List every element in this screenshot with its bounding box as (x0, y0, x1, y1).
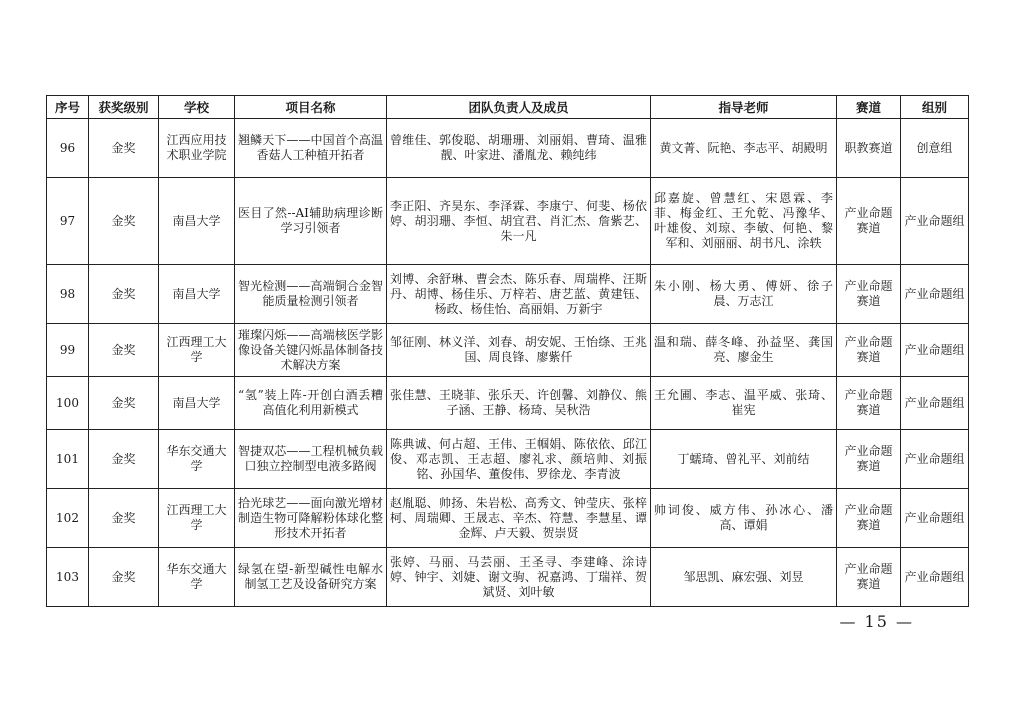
cell-team: 张佳慧、王晓菲、张乐天、许创馨、刘静仪、熊子涵、王静、杨琦、吴秋浩 (387, 377, 651, 430)
cell-advisors: 朱小刚、杨大勇、傅妍、徐子晨、万志江 (651, 265, 837, 324)
cell-advisors: 王允圃、李志、温平威、张琦、崔宪 (651, 377, 837, 430)
table-row (47, 548, 969, 607)
cell-no: 96 (47, 119, 89, 178)
cell-team: 刘博、余舒琳、曹会杰、陈乐春、周瑞桦、汪斯丹、胡博、杨佳乐、万梓若、唐艺蓝、黄建钰、杨政、杨佳怡、高丽娟、万新宇 (387, 265, 651, 324)
table-row (47, 489, 969, 548)
cell-level: 金奖 (89, 119, 159, 178)
cell-group: 产业命题组 (901, 430, 969, 489)
cell-project: 翘鳞天下——中国首个高温香菇人工种植开拓者 (235, 119, 387, 178)
cell-school: 华东交通大学 (159, 548, 235, 607)
header-track: 赛道 (837, 96, 901, 119)
cell-track: 产业命题赛道 (837, 324, 901, 377)
cell-level: 金奖 (89, 178, 159, 265)
cell-advisors: 邹思凯、麻宏强、刘昱 (651, 548, 837, 607)
cell-level: 金奖 (89, 265, 159, 324)
cell-advisors: 邱嘉旋、曾慧红、宋恩霖、李菲、梅金红、王允乾、冯豫华、叶雄俊、刘琼、李敏、何艳、黎军和、刘丽丽、胡书凡、涂轶 (651, 178, 837, 265)
cell-team: 张婷、马丽、马芸丽、王圣寻、李建峰、涂诗婷、钟宇、刘婕、谢文驹、祝嘉鸿、丁瑞祥、贺斌贤、刘叶敏 (387, 548, 651, 607)
awards-table (46, 95, 969, 607)
table-header-row (47, 96, 969, 119)
cell-level: 金奖 (89, 324, 159, 377)
cell-school: 南昌大学 (159, 377, 235, 430)
table-row (47, 430, 969, 489)
cell-team: 邹征刚、林义洋、刘春、胡安妮、王怡绦、王兆国、周良锋、廖紫仟 (387, 324, 651, 377)
cell-no: 103 (47, 548, 89, 607)
cell-no: 101 (47, 430, 89, 489)
cell-project: 绿氢在望-新型碱性电解水制氢工艺及设备研究方案 (235, 548, 387, 607)
cell-no: 97 (47, 178, 89, 265)
cell-group: 创意组 (901, 119, 969, 178)
page-number: — 15 — (839, 612, 914, 631)
header-team: 团队负责人及成员 (387, 96, 651, 119)
cell-track: 产业命题赛道 (837, 178, 901, 265)
cell-school: 南昌大学 (159, 265, 235, 324)
cell-advisors: 温和瑞、薛冬峰、孙益坚、龚国亮、廖金生 (651, 324, 837, 377)
cell-level: 金奖 (89, 377, 159, 430)
header-advisors: 指导老师 (651, 96, 837, 119)
cell-track: 产业命题赛道 (837, 489, 901, 548)
table-row (47, 178, 969, 265)
cell-project: 拾光球艺——面向激光增材制造生物可降解粉体球化整形技术开拓者 (235, 489, 387, 548)
cell-no: 98 (47, 265, 89, 324)
cell-team: 曾维佳、郭俊聪、胡珊珊、刘丽娟、曹琦、温雅靓、叶家进、潘胤龙、赖纯纬 (387, 119, 651, 178)
table-row (47, 119, 969, 178)
cell-group: 产业命题组 (901, 178, 969, 265)
cell-school: 江西应用技术职业学院 (159, 119, 235, 178)
header-no: 序号 (47, 96, 89, 119)
cell-project: 智光检测——高端铜合金智能质量检测引领者 (235, 265, 387, 324)
cell-track: 产业命题赛道 (837, 265, 901, 324)
cell-team: 陈典诚、何占超、王伟、王帼娟、陈依依、邱江俊、邓志凯、王志超、廖礼求、颜培帅、刘振铭、孙国华、董俊伟、罗徐龙、李青波 (387, 430, 651, 489)
cell-track: 产业命题赛道 (837, 548, 901, 607)
cell-level: 金奖 (89, 489, 159, 548)
cell-group: 产业命题组 (901, 377, 969, 430)
cell-project: 医目了然--AI辅助病理诊断学习引领者 (235, 178, 387, 265)
header-group: 组别 (901, 96, 969, 119)
cell-advisors: 帅词俊、威方伟、孙冰心、潘高、谭娟 (651, 489, 837, 548)
cell-project: 智捷双芯——工程机械负载口独立控制型电液多路阀 (235, 430, 387, 489)
cell-group: 产业命题组 (901, 324, 969, 377)
cell-group: 产业命题组 (901, 489, 969, 548)
table-row (47, 265, 969, 324)
cell-no: 99 (47, 324, 89, 377)
cell-no: 100 (47, 377, 89, 430)
header-school: 学校 (159, 96, 235, 119)
cell-team: 李正阳、齐昊东、李泽霖、李康宁、何斐、杨依婷、胡羽珊、李恒、胡宜君、肖汇杰、詹紫艺、朱一凡 (387, 178, 651, 265)
cell-school: 江西理工大学 (159, 324, 235, 377)
cell-school: 南昌大学 (159, 178, 235, 265)
cell-team: 赵胤聪、帅扬、朱岩松、高秀文、钟莹庆、张梓柯、周瑞卿、王晟志、辛杰、符慧、李慧星、谭金辉、卢天毅、贺崇贤 (387, 489, 651, 548)
table-row (47, 377, 969, 430)
cell-school: 江西理工大学 (159, 489, 235, 548)
cell-school: 华东交通大学 (159, 430, 235, 489)
cell-advisors: 丁蠕琦、曾礼平、刘前结 (651, 430, 837, 489)
cell-track: 产业命题赛道 (837, 430, 901, 489)
cell-track: 职教赛道 (837, 119, 901, 178)
cell-project: “氢”装上阵-开创白酒丢糟高值化利用新模式 (235, 377, 387, 430)
cell-level: 金奖 (89, 430, 159, 489)
cell-advisors: 黄文菁、阮艳、李志平、胡殿明 (651, 119, 837, 178)
cell-level: 金奖 (89, 548, 159, 607)
header-project: 项目名称 (235, 96, 387, 119)
cell-group: 产业命题组 (901, 265, 969, 324)
cell-track: 产业命题赛道 (837, 377, 901, 430)
cell-project: 璀璨闪烁——高端核医学影像设备关键闪烁晶体制备技术解决方案 (235, 324, 387, 377)
cell-group: 产业命题组 (901, 548, 969, 607)
header-level: 获奖级别 (89, 96, 159, 119)
table-row (47, 324, 969, 377)
cell-no: 102 (47, 489, 89, 548)
